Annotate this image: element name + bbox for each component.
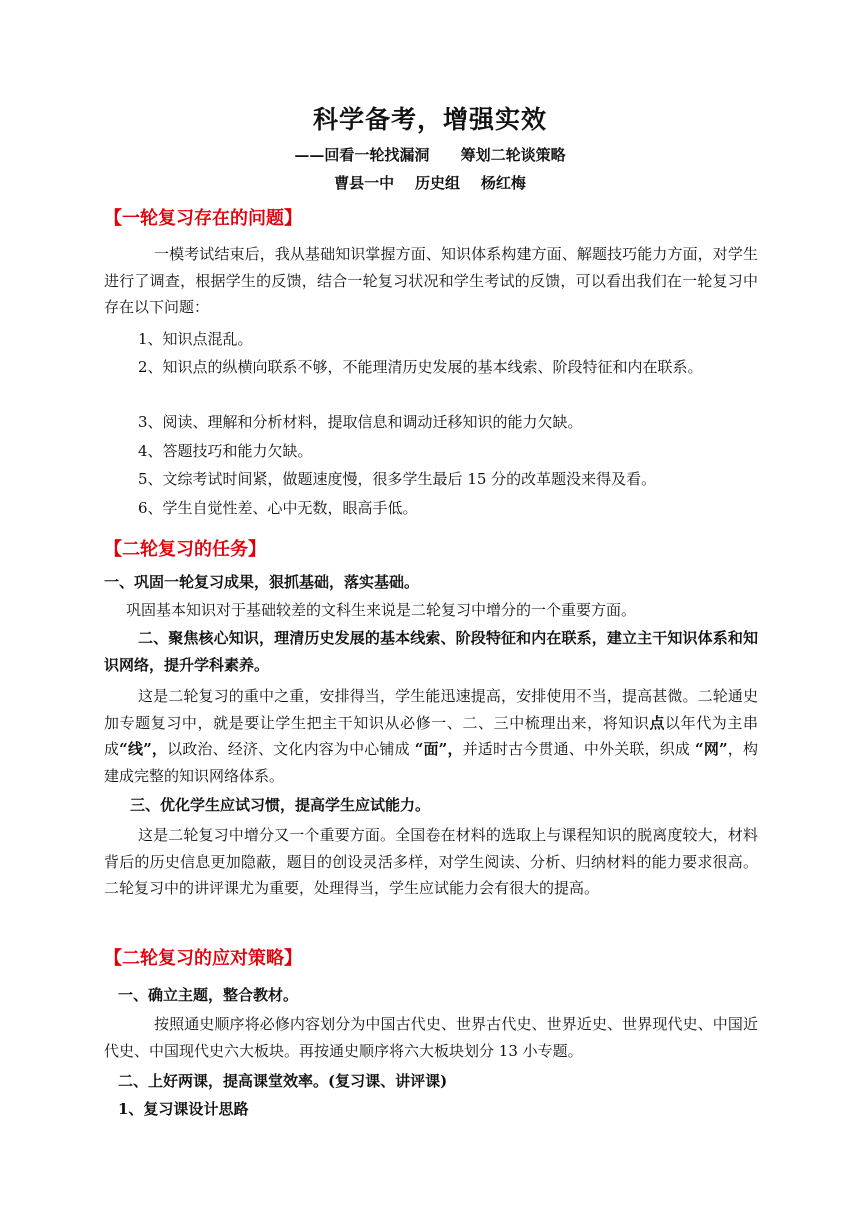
task-paragraph-2 [104,683,758,789]
task-heading-1: 一、巩固一轮复习成果，狠抓基础，落实基础。 [104,573,420,591]
strategy-subheading-1: 1、复习课设计思路 [118,1100,249,1118]
task-p2-text-b: 点 [649,713,666,732]
strategy-paragraph-1: 按照通史顺序将必修内容划分为中国古代史、世界古代史、世界近史、世界现代史、中国近代史、中国现代史六大板块。再按通史顺序将六大板块划分 13 小专题。 [104,1015,758,1060]
task-paragraph-3: 这是二轮复习中增分又一个重要方面。全国卷在材料的选取上与课程知识的脱离度较大，材料背后的历史信息更加隐蔽，题目的创设灵活多样，对学生阅读、分析、归纳材料的能力要求很高。二轮复习中的讲评课尤为重要，处理得当，学生应试能力会有很大的提高。 [104,826,758,897]
problem-item-1: 1、知识点混乱。 [138,330,253,348]
task-p2-text-i: ，构建成完整的知识网络体系。 [104,740,758,785]
section-heading-strategies: 【二轮复习的应对策略】 [104,948,302,969]
task-p2-plane-term: “面”， [414,740,463,758]
task-p2-text-e: 以政治、经济、文化内容为中心铺成 [167,740,415,758]
problem-item-2: 2、知识点的纵横向联系不够，不能理清历史发展的基本线索、阶段特征和内在联系。 [138,358,703,376]
task-p2-line-term: “线”， [119,740,168,758]
task-p2-text-g: 并适时古今贯通、中外关联，织成 [462,740,696,758]
section-heading-problems: 【一轮复习存在的问题】 [104,208,302,229]
task-paragraph-1: 巩固基本知识对于基础较差的文科生来说是二轮复习中增分的一个重要方面。 [126,601,637,619]
problem-item-6: 6、学生自觉性差、心中无数，眼高手低。 [138,499,418,517]
task-p2-text-a: 这是二轮复习的重中之重，安排得当，学生能迅速提高，安排使用不当，提高甚微。二轮通史加专题复习中，就是要让学生把主干知识从必修一、二、三中梳理出来，将知识 [104,687,758,732]
section1-intro-paragraph: 一模考试结束后，我从基础知识掌握方面、知识体系构建方面、解题技巧能力方面，对学生进行了调查，根据学生的反馈，结合一轮复习状况和学生考试的反馈，可以看出我们在一轮复习中存在以下问题： [104,245,758,316]
strategy-heading-1: 一、确立主题，整合教材。 [118,986,299,1004]
problem-item-3: 3、阅读、理解和分析材料，提取信息和调动迁移知识的能力欠缺。 [138,413,583,431]
task-heading-2: 二、聚焦核心知识，理清历史发展的基本线索、阶段特征和内在联系，建立主干知识体系和知识网络，提升学科素养。 [104,629,758,674]
task-p2-net-term: “网” [695,740,728,758]
problem-item-4: 4、答题技巧和能力欠缺。 [138,442,313,460]
author-line: 曹县一中 历史组 杨红梅 [334,174,526,192]
document-title: 科学备考，增强实效 [312,105,547,134]
section-heading-tasks: 【二轮复习的任务】 [104,539,266,560]
problem-item-5: 5、文综考试时间紧，做题速度慢，很多学生最后 15 分的改革题没来得及看。 [138,470,657,488]
task-p2-text-c: 以年代为主串成 [104,713,758,758]
document-subtitle: ——回看一轮找漏洞 筹划二轮谈策略 [294,146,566,164]
task-heading-3: 三、优化学生应试习惯，提高学生应试能力。 [130,796,431,814]
strategy-heading-2: 二、上好两课，提高课堂效率。(复习课、讲评课) [118,1072,448,1090]
